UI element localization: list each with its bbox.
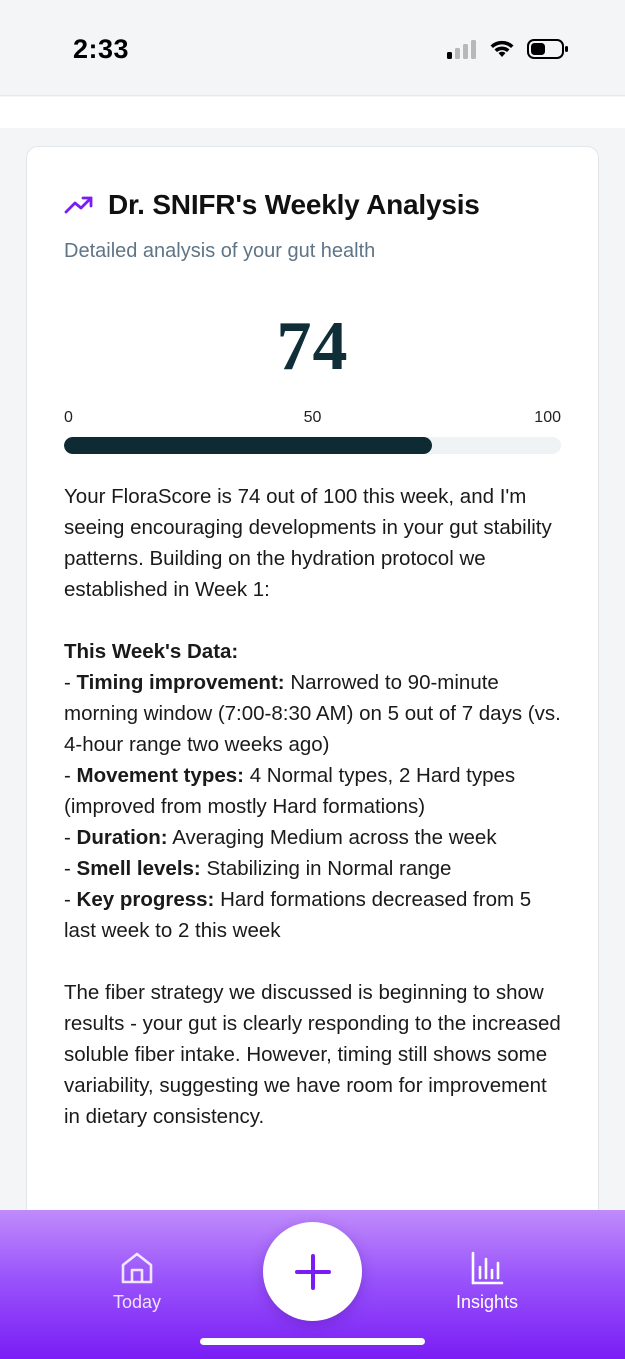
data-item-timing: - Timing improvement: Narrowed to 90-minute morning window (7:00-8:30 AM) on 5 out of 7 days (vs. 4-hour range two weeks ago)	[64, 671, 561, 756]
wifi-icon	[489, 39, 515, 59]
score-progress-bar	[64, 437, 561, 454]
data-item-label: Duration:	[76, 826, 168, 849]
battery-icon	[527, 38, 569, 60]
data-item-text: Averaging Medium across the week	[172, 826, 497, 849]
status-time: 2:33	[73, 34, 130, 64]
weekly-analysis-card	[26, 146, 599, 1266]
score-progress-fill	[64, 437, 432, 454]
analysis-body	[64, 481, 564, 1132]
score-scale	[64, 409, 561, 431]
tab-today[interactable]	[77, 1250, 197, 1313]
flora-score-value: 74	[276, 308, 349, 385]
card-header	[64, 189, 480, 221]
home-icon	[119, 1250, 155, 1286]
data-item-smell: - Smell levels: Stabilizing in Normal range	[64, 857, 452, 880]
tab-today-label: Today	[112, 1292, 162, 1312]
data-item-text: 4 Normal types, 2 Hard types (improved from mostly Hard formations)	[64, 764, 516, 818]
status-icons	[447, 38, 569, 60]
scale-mid-label: 50	[303, 409, 322, 426]
data-heading: This Week's Data:	[64, 640, 239, 663]
add-entry-button[interactable]	[263, 1222, 362, 1321]
data-item-label: Timing improvement:	[76, 671, 285, 694]
data-item-text: Stabilizing in Normal range	[206, 857, 452, 880]
closing-paragraph: The fiber strategy we discussed is beginning to show results - your gut is clearly responding to the increased soluble fiber intake. However, timing still shows some variability, suggesting we have room for improvement in dietary consistency.	[64, 981, 561, 1128]
intro-paragraph: Your FloraScore is 74 out of 100 this week, and I'm seeing encouraging developments in your gut stability patterns. Building on the hydration protocol we established in Week 1:	[64, 485, 552, 601]
status-bar	[0, 0, 625, 96]
data-item-duration: - Duration: Averaging Medium across the week	[64, 826, 497, 849]
trending-up-icon	[64, 194, 94, 216]
cellular-signal-icon	[447, 39, 477, 59]
tab-insights[interactable]	[427, 1250, 547, 1313]
data-item-text: Narrowed to 90-minute morning window (7:00-8:30 AM) on 5 out of 7 days (vs. 4-hour range two weeks ago)	[64, 671, 561, 756]
home-indicator[interactable]	[200, 1338, 425, 1345]
card-title: Dr. SNIFR's Weekly Analysis	[108, 189, 480, 220]
plus-icon	[293, 1252, 333, 1292]
data-item-label: Key progress:	[76, 888, 215, 911]
bar-chart-icon	[469, 1250, 505, 1286]
tab-insights-label: Insights	[455, 1292, 519, 1312]
data-item-text: Hard formations decreased from 5 last week to 2 this week	[64, 888, 532, 942]
data-item-movement: - Movement types: 4 Normal types, 2 Hard types (improved from mostly Hard formations)	[64, 764, 516, 818]
scale-max-label: 100	[534, 409, 561, 426]
data-item-label: Movement types:	[76, 764, 244, 787]
data-item-label: Smell levels:	[76, 857, 201, 880]
header-strip	[0, 97, 625, 128]
data-item-progress: - Key progress: Hard formations decreased from 5 last week to 2 this week	[64, 888, 532, 942]
scale-min-label: 0	[64, 409, 73, 426]
card-subtitle: Detailed analysis of your gut health	[64, 240, 376, 262]
